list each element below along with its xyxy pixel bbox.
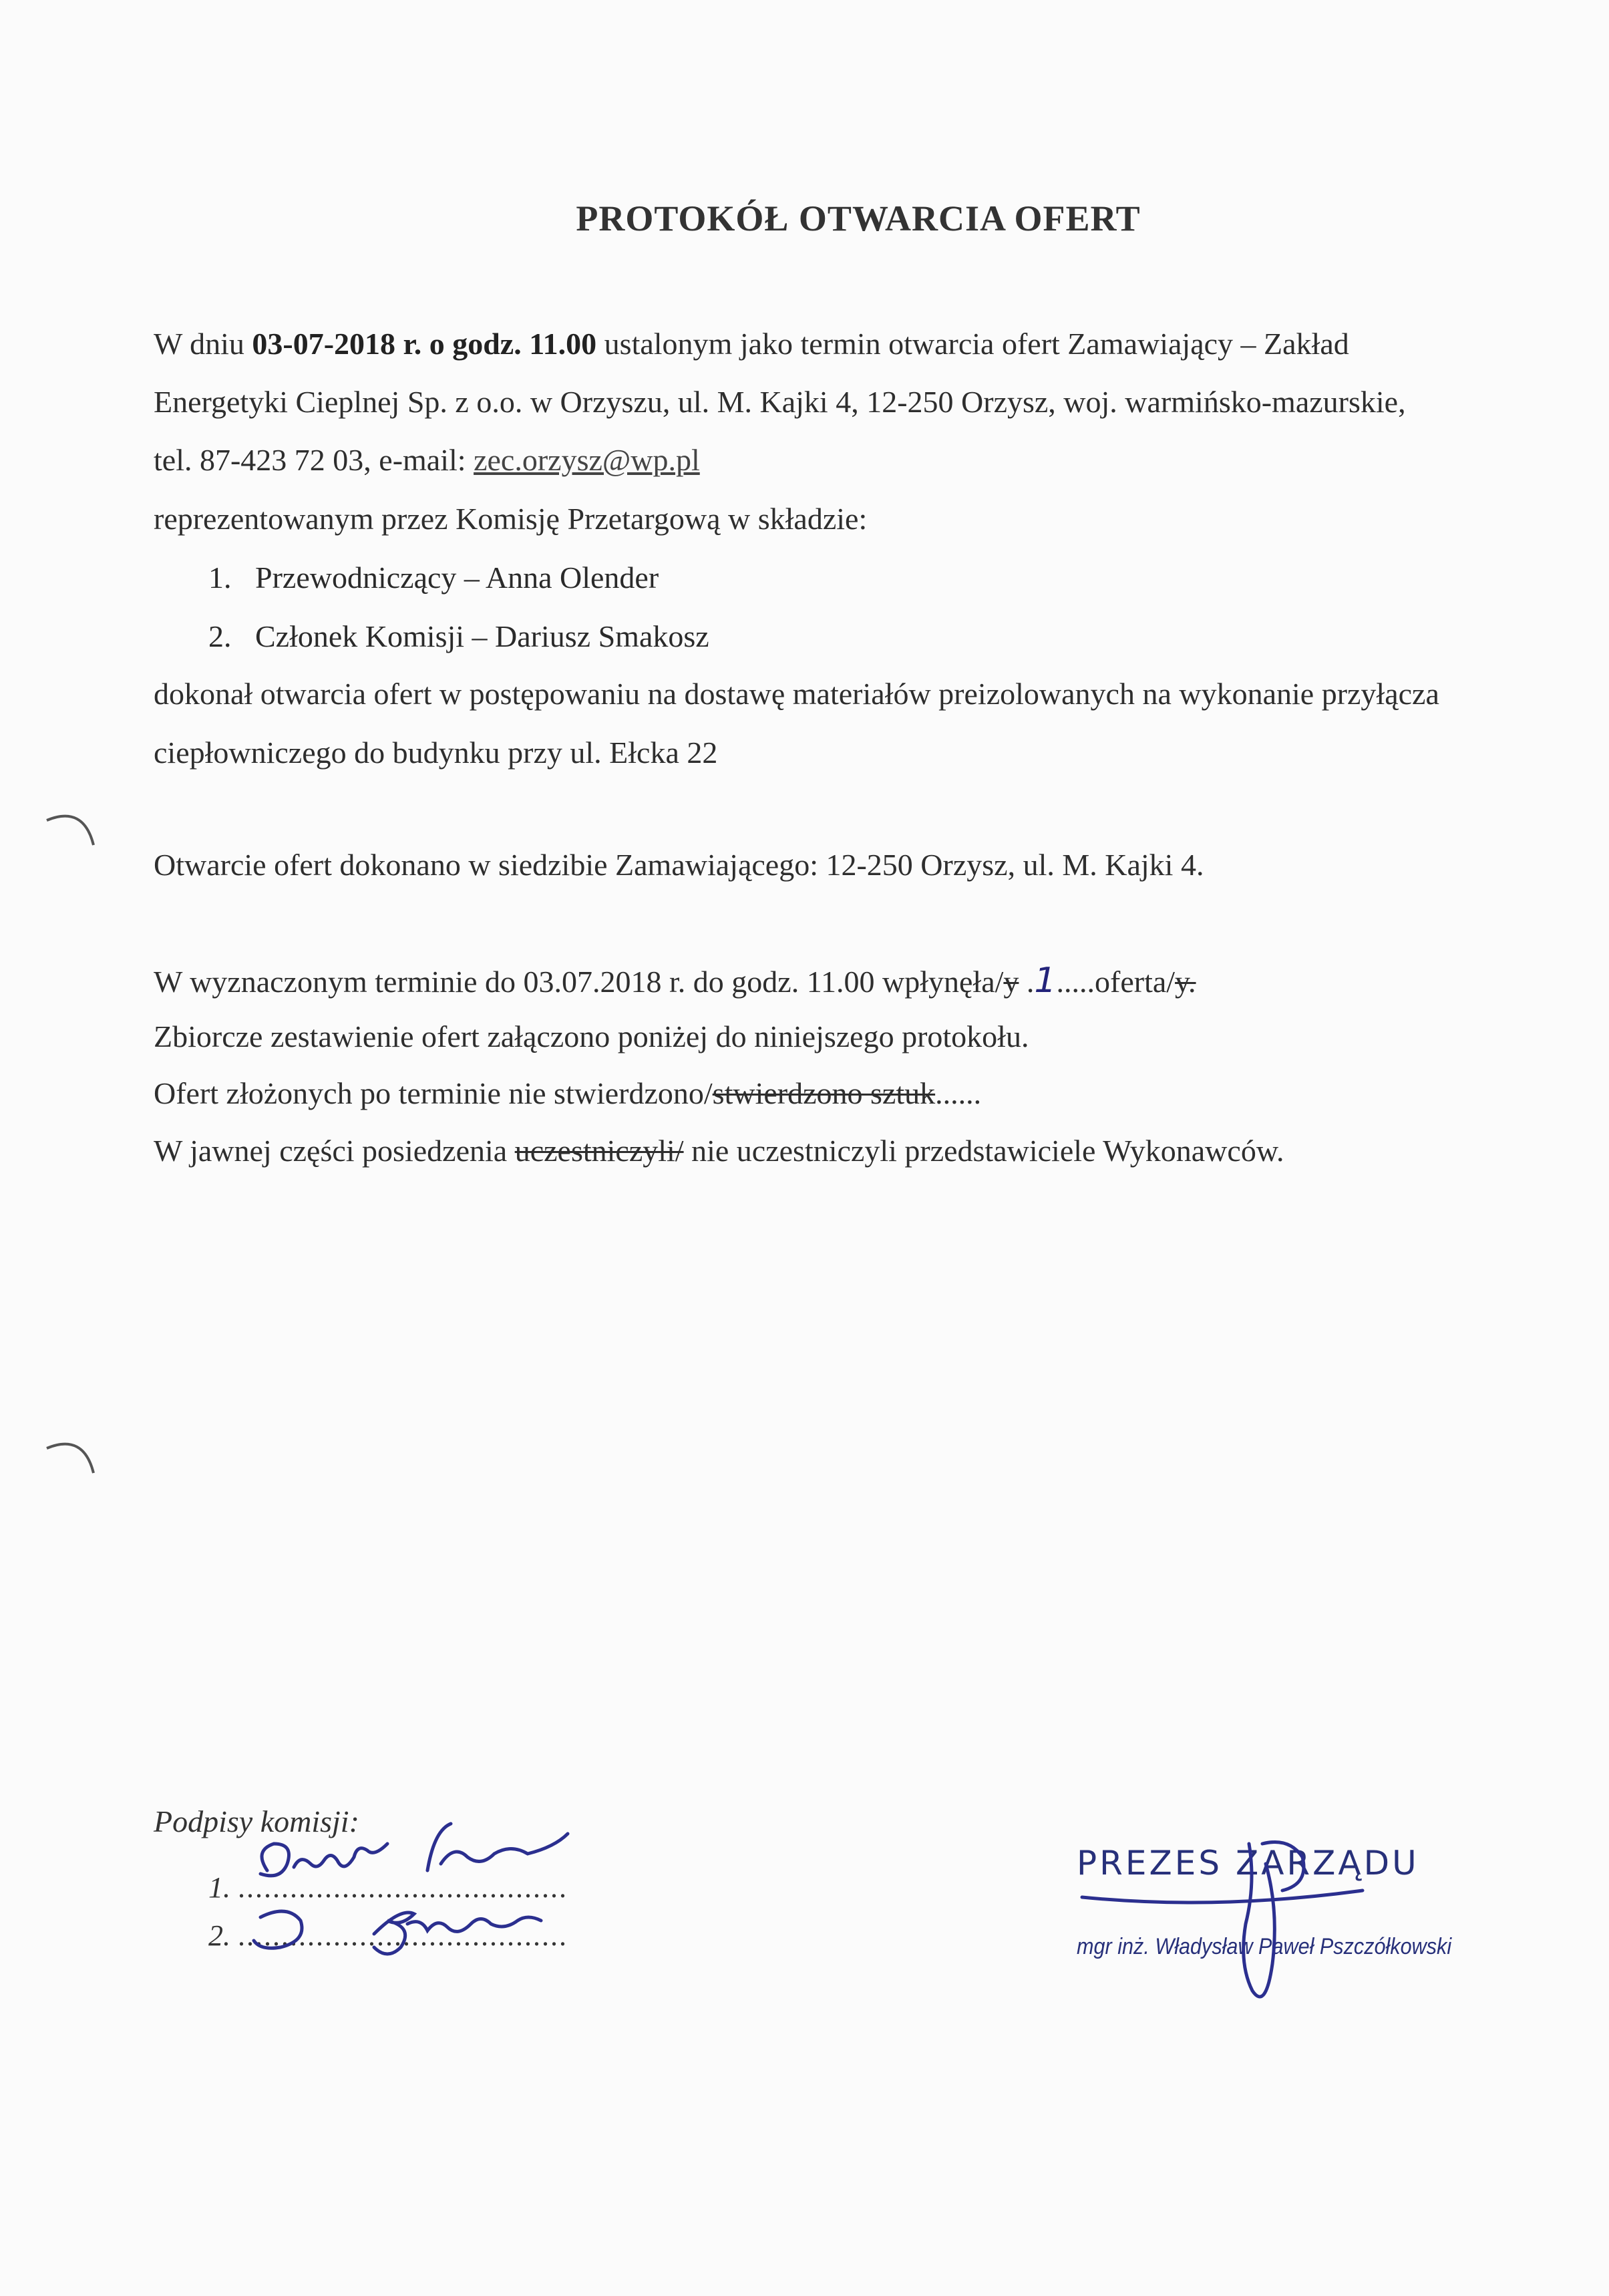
intro-text-cont: ustalonym jako termin otwarcia ofert Zamawiający – Zakład bbox=[596, 327, 1349, 361]
dots: ...... bbox=[935, 1076, 982, 1110]
email-link[interactable]: zec.orzysz@wp.pl bbox=[474, 443, 700, 477]
signatures-heading: Podpisy komisji: bbox=[154, 1804, 359, 1838]
opening-date: 03-07-2018 r. o godz. 11.00 bbox=[252, 327, 597, 361]
signature-line: ...................................... bbox=[238, 1871, 568, 1904]
signature-number: 2. bbox=[208, 1919, 230, 1952]
punch-hole-mark bbox=[47, 816, 94, 845]
intro-line-2: Energetyki Cieplnej Sp. z o.o. w Orzyszu, ul. M. Kajki 4, 12-250 Orzysz, woj. warmińsko-mazurskie, bbox=[154, 385, 1406, 419]
body-line-5: dokonał otwarcia ofert w postępowaniu na dostawę materiałów preizolowanych na wykonanie przyłącza bbox=[154, 677, 1439, 711]
body-line-9: Zbiorcze zestawienie ofert załączono poniżej do niniejszego protokołu. bbox=[154, 1019, 1029, 1053]
document-title: PROTOKÓŁ OTWARCIA OFERT bbox=[576, 198, 1141, 238]
intro-text: W dniu bbox=[154, 327, 252, 361]
dots: . bbox=[1019, 965, 1035, 999]
offers-text: W wyznaczonym terminie do 03.07.2018 r. do godz. 11.00 wpłynęła/ bbox=[154, 965, 1004, 999]
handwritten-count: 1 bbox=[1034, 961, 1057, 1001]
committee-member: Członek Komisji – Dariusz Smakosz bbox=[255, 619, 709, 653]
stamp-name: mgr inż. Władysław Paweł Pszczółkowski bbox=[1077, 1934, 1452, 1959]
late-offers-text: Ofert złożonych po terminie nie stwierdzono/ bbox=[154, 1076, 713, 1110]
signature-2-icon bbox=[254, 1911, 541, 1954]
signature-1-icon bbox=[260, 1824, 568, 1876]
stamp-title: PREZES ZARZĄDU bbox=[1077, 1844, 1419, 1882]
session-text-cont: nie uczestniczyli przedstawiciele Wykonawców. bbox=[683, 1134, 1284, 1168]
body-line-6: ciepłowniczego do budynku przy ul. Ełcka 22 bbox=[154, 735, 718, 770]
committee-member: Przewodniczący – Anna Olender bbox=[255, 560, 659, 595]
punch-hole-mark bbox=[47, 1444, 94, 1473]
signature-line: ...................................... bbox=[238, 1919, 568, 1952]
contact-text: tel. 87-423 72 03, e-mail: bbox=[154, 443, 474, 477]
session-text: W jawnej części posiedzenia bbox=[154, 1134, 515, 1168]
body-line-7: Otwarcie ofert dokonano w siedzibie Zamawiającego: 12-250 Orzysz, ul. M. Kajki 4. bbox=[154, 848, 1204, 882]
signature-number: 1. bbox=[208, 1871, 230, 1904]
offers-text-cont: .....oferta/ bbox=[1056, 965, 1176, 999]
intro-line-4: reprezentowanym przez Komisję Przetargową w składzie: bbox=[154, 502, 868, 536]
struck-text: y bbox=[1003, 965, 1019, 999]
president-signature-icon bbox=[1082, 1842, 1363, 1997]
list-number: 2. bbox=[208, 619, 232, 653]
list-number: 1. bbox=[208, 560, 232, 595]
struck-text: uczestniczyli/ bbox=[514, 1134, 684, 1168]
struck-text: stwierdzono sztuk bbox=[712, 1076, 936, 1110]
struck-text: y. bbox=[1175, 965, 1196, 999]
